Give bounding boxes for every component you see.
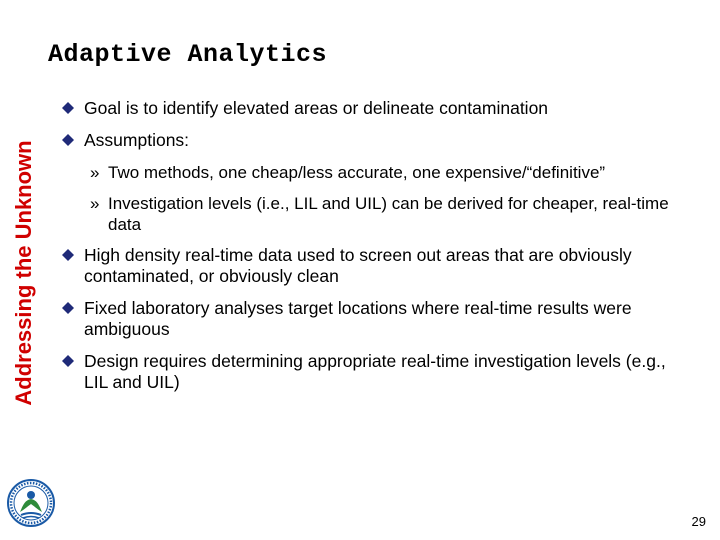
bullet-text: Fixed laboratory analyses target locations where real-time results were ambiguous (84, 298, 632, 339)
bullet-goal (62, 98, 682, 119)
side-title-text: Addressing the Unknown (11, 139, 36, 406)
sub-bullet-text: Two methods, one cheap/less accurate, one expensive/“definitive” (108, 163, 606, 182)
sub-bullet-investigation-levels (62, 193, 682, 235)
slide-title: Adaptive Analytics (48, 40, 328, 69)
bullet-text: Assumptions: (84, 130, 190, 150)
diamond-bullet-icon (62, 102, 74, 114)
bullet-fixed-lab (62, 298, 682, 340)
bullet-text: Design requires determining appropriate real-time investigation levels (e.g., LIL and UIL) (84, 351, 666, 392)
diamond-bullet-icon (62, 134, 74, 146)
sub-bullet-methods (62, 162, 682, 183)
page-number: 29 (691, 514, 706, 529)
epa-seal-logo (6, 478, 56, 528)
slide-content (62, 98, 682, 404)
diamond-bullet-icon (62, 355, 74, 367)
bullet-design (62, 351, 682, 393)
sub-bullet-marker: » (90, 163, 100, 182)
sub-bullet-marker: » (90, 194, 100, 213)
bullet-text: Goal is to identify elevated areas or delineate contamination (84, 98, 549, 118)
side-title (6, 80, 42, 465)
bullet-assumptions (62, 130, 682, 151)
diamond-bullet-icon (62, 249, 74, 261)
sub-bullet-text: Investigation levels (i.e., LIL and UIL) can be derived for cheaper, real-time data (108, 194, 669, 234)
bullet-text: High density real-time data used to screen out areas that are obviously contaminated, or obviously clean (84, 245, 632, 286)
bullet-high-density (62, 245, 682, 287)
diamond-bullet-icon (62, 302, 74, 314)
